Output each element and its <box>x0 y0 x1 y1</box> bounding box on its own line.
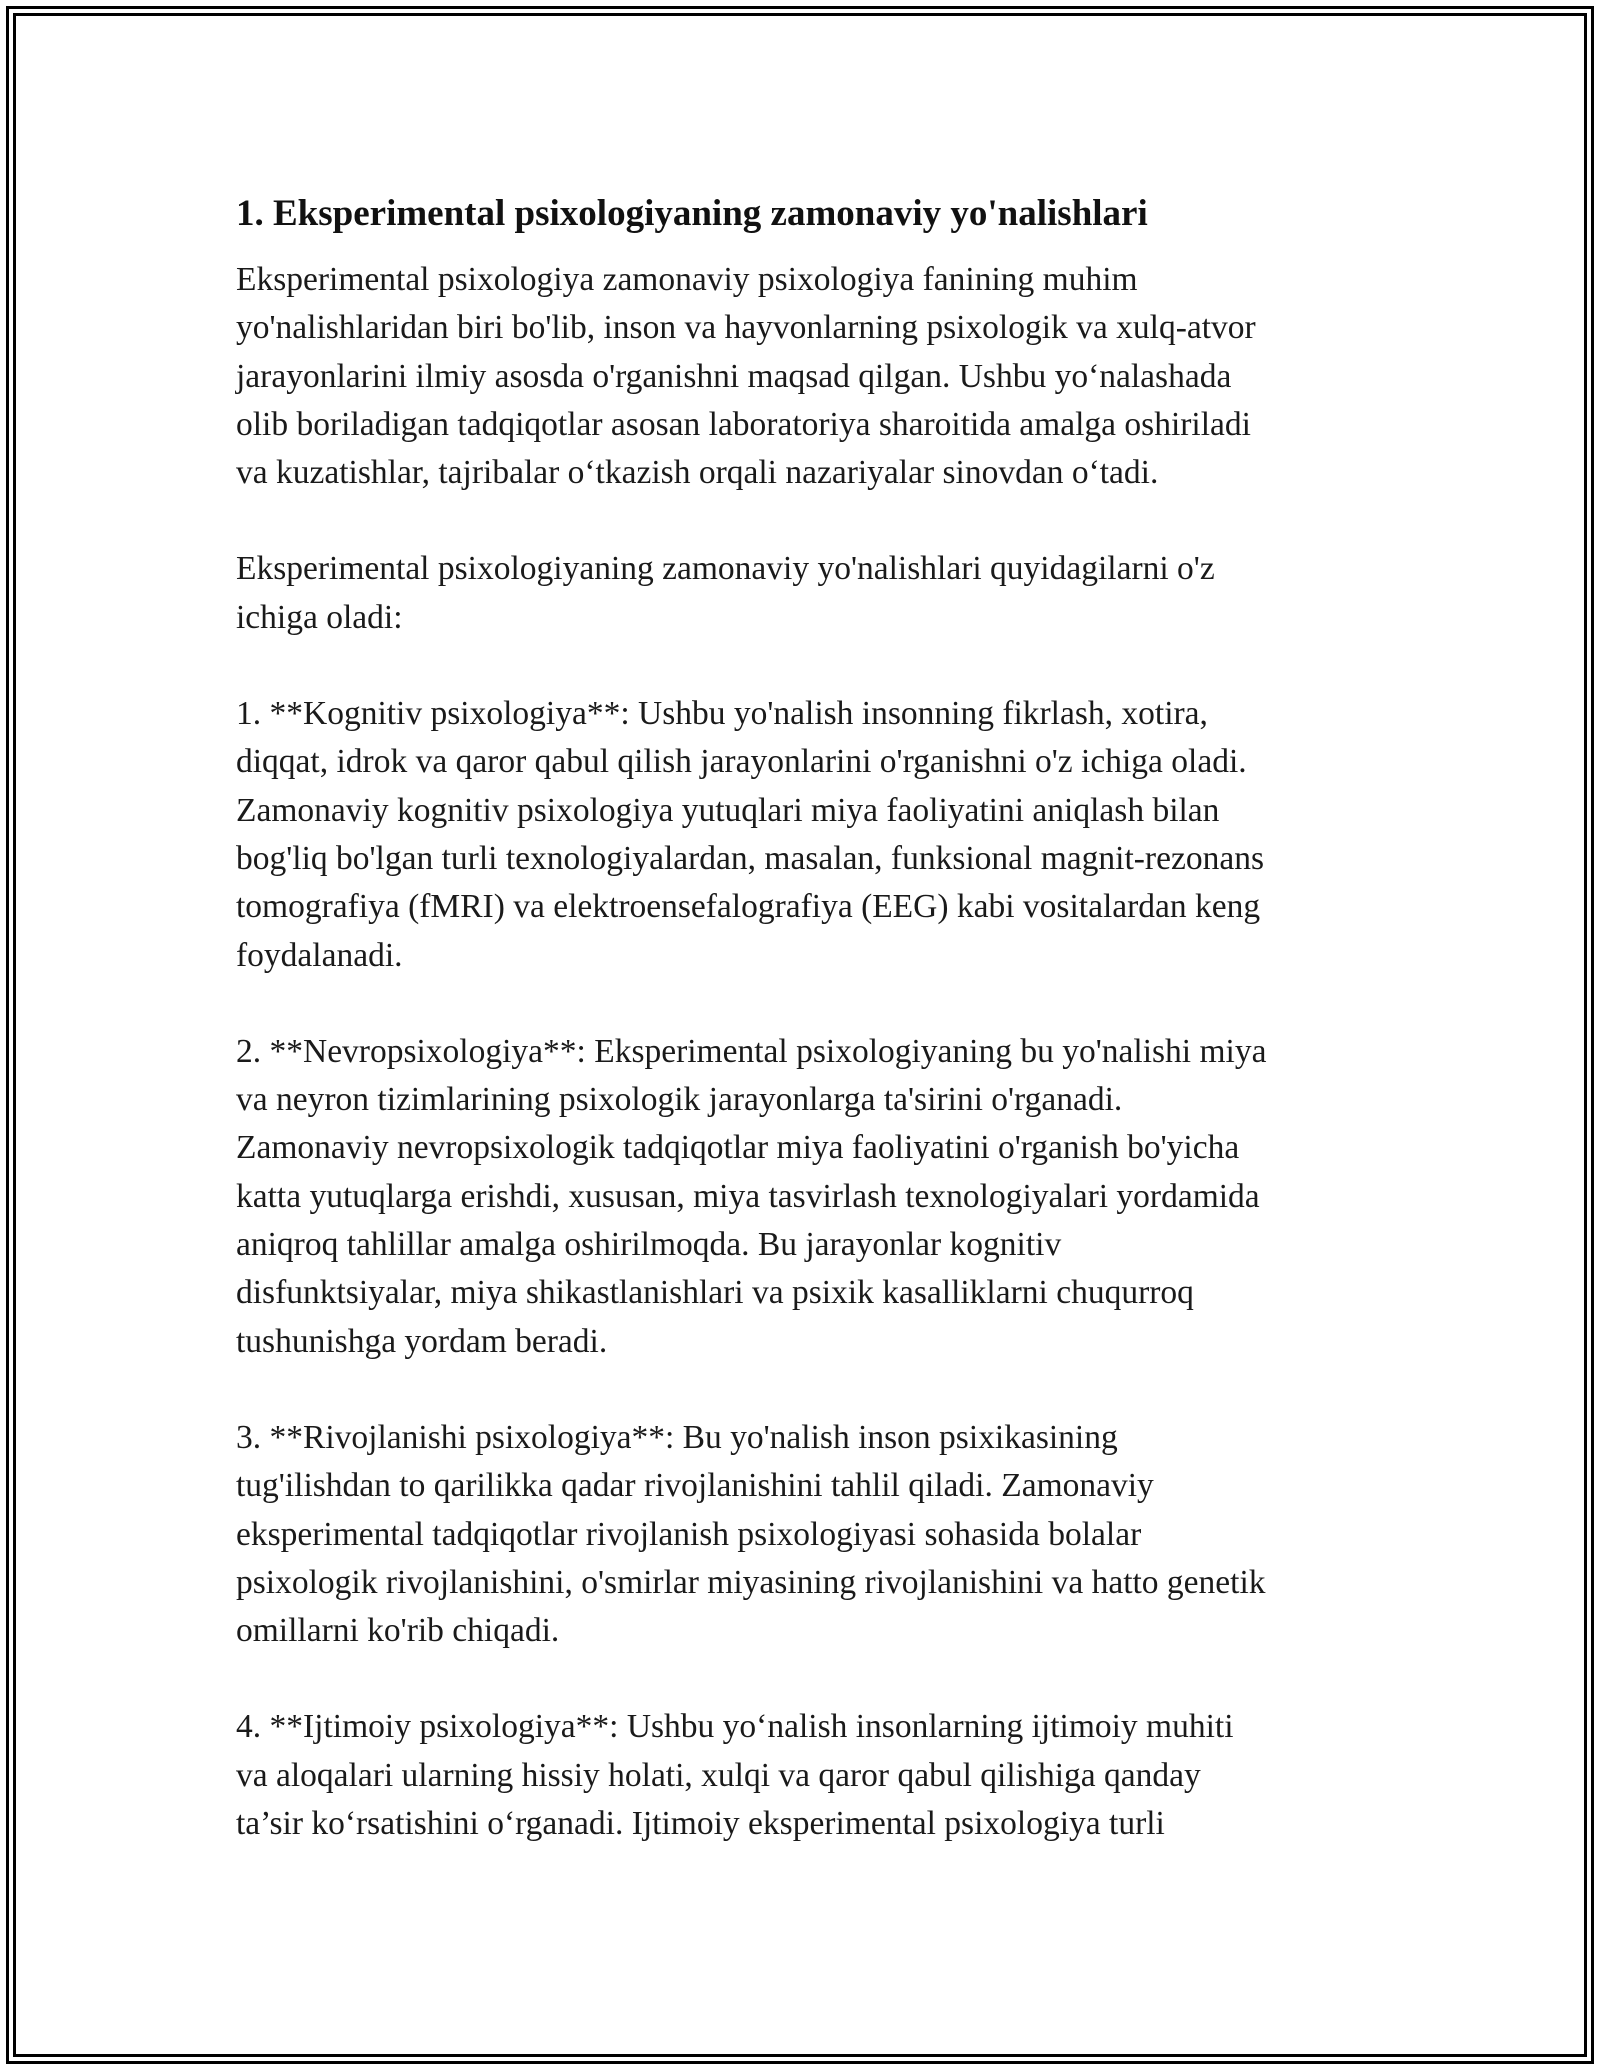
text-line: foydalanadi. <box>236 936 403 974</box>
document-body <box>236 188 1376 1896</box>
paragraph-item-3 <box>236 1414 1376 1655</box>
text-line: jarayonlarini ilmiy asosda o'rganishni maqsad qilgan. Ushbu yo‘nalashada <box>236 357 1232 395</box>
text-line: 3. **Rivojlanishi psixologiya**: Bu yo'nalish inson psixikasining <box>236 1418 1118 1456</box>
text-line: tushunishga yordam beradi. <box>236 1322 608 1360</box>
text-line: bog'liq bo'lgan turli texnologiyalardan, masalan, funksional magnit-rezonans <box>236 839 1264 877</box>
text-line: aniqroq tahlillar amalga oshirilmoqda. Bu jarayonlar kognitiv <box>236 1226 1062 1264</box>
text-line: va aloqalari ularning hissiy holati, xulqi va qaror qabul qilishiga qanday <box>236 1756 1201 1794</box>
paragraph-item-2 <box>236 1028 1376 1366</box>
text-line: ichiga oladi: <box>236 598 403 636</box>
text-line: 2. **Nevropsixologiya**: Eksperimental psixologiyaning bu yo'nalishi miya <box>236 1032 1267 1070</box>
text-line: tug'ilishdan to qarilikka qadar rivojlanishini tahlil qiladi. Zamonaviy <box>236 1467 1154 1505</box>
text-line: ta’sir ko‘rsatishini o‘rganadi. Ijtimoiy eksperimental psixologiya turli <box>236 1805 1165 1843</box>
paragraph-list-intro <box>236 545 1376 642</box>
text-line: olib boriladigan tadqiqotlar asosan laboratoriya sharoitida amalga oshiriladi <box>236 405 1251 443</box>
text-line: Eksperimental psixologiyaning zamonaviy yo'nalishlari quyidagilarni o'z <box>236 550 1215 588</box>
text-line: diqqat, idrok va qaror qabul qilish jarayonlarini o'rganishni o'z ichiga oladi. <box>236 743 1247 781</box>
text-line: Eksperimental psixologiya zamonaviy psixologiya fanining muhim <box>236 261 1138 298</box>
text-line: va neyron tizimlarining psixologik jarayonlarga ta'sirini o'rganadi. <box>236 1081 1123 1119</box>
paragraph-intro <box>236 256 1376 497</box>
text-line: 4. **Ijtimoiy psixologiya**: Ushbu yo‘nalish insonlarning ijtimoiy muhiti <box>236 1708 1234 1746</box>
text-line: tomografiya (fMRI) va elektroensefalografiya (EEG) kabi vositalardan keng <box>236 888 1261 926</box>
text-line: 1. **Kognitiv psixologiya**: Ushbu yo'nalish insonning fikrlash, xotira, <box>236 695 1208 733</box>
text-line: psixologik rivojlanishini, o'smirlar miyasining rivojlanishini va hatto genetik <box>236 1563 1266 1601</box>
section-heading: 1. Eksperimental psixologiyaning zamonaviy yo'nalishlari <box>236 193 1148 234</box>
text-line: omillarni ko'rib chiqadi. <box>236 1612 560 1650</box>
paragraph-item-1 <box>236 690 1376 980</box>
text-line: disfunktsiyalar, miya shikastlanishlari va psixik kasalliklarni chuqurroq <box>236 1274 1194 1312</box>
text-line: katta yutuqlarga erishdi, xususan, miya tasvirlash texnologiyalari yordamida <box>236 1177 1260 1215</box>
text-line: Zamonaviy nevropsixologik tadqiqotlar miya faoliyatini o'rganish bo'yicha <box>236 1129 1240 1167</box>
text-line: yo'nalishlaridan biri bo'lib, inson va hayvonlarning psixologik va xulq-atvor <box>236 309 1256 347</box>
text-line: va kuzatishlar, tajribalar o‘tkazish orqali nazariyalar sinovdan o‘tadi. <box>236 454 1159 492</box>
paragraph-item-4 <box>236 1703 1376 1848</box>
text-line: eksperimental tadqiqotlar rivojlanish psixologiyasi sohasida bolalar <box>236 1515 1142 1553</box>
text-line: Zamonaviy kognitiv psixologiya yutuqlari miya faoliyatini aniqlash bilan <box>236 791 1220 829</box>
